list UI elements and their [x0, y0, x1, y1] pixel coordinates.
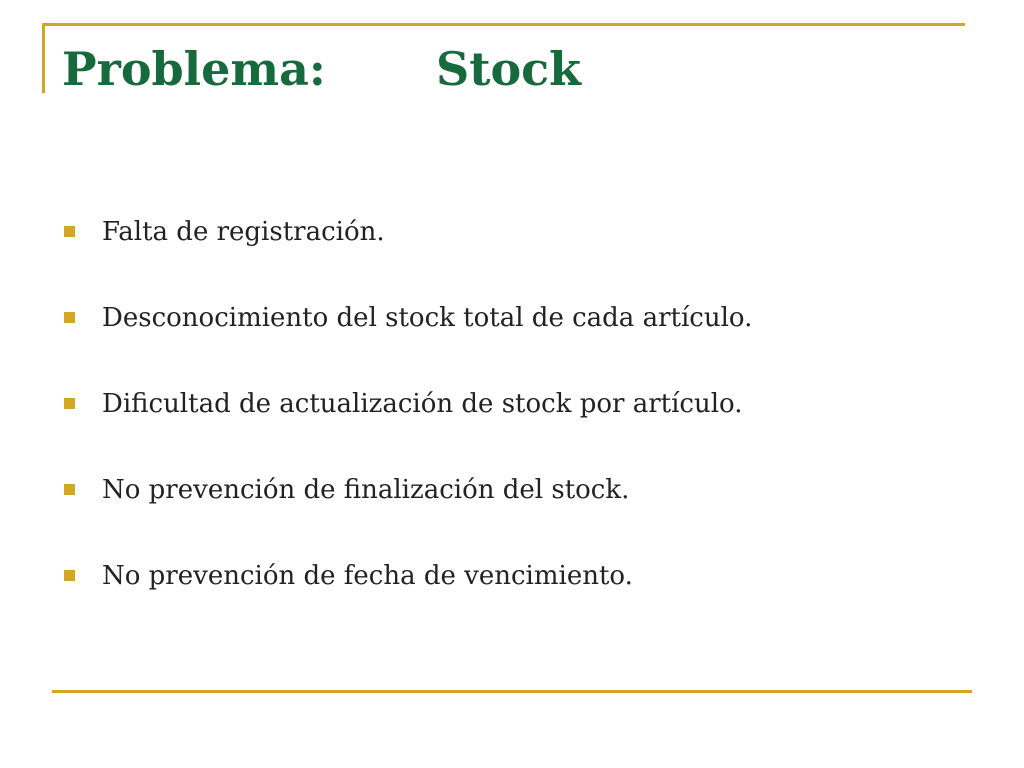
square-bullet-icon [64, 226, 75, 237]
square-bullet-icon [64, 484, 75, 495]
bullet-text: No prevención de finalización del stock. [102, 475, 630, 505]
slide-title-sub: Stock [436, 42, 582, 96]
bottom-rule [52, 690, 972, 693]
bullet-text: No prevención de fecha de vencimiento. [102, 561, 633, 591]
slide-title-main: Problema: [62, 42, 326, 96]
left-accent-bar [42, 23, 45, 93]
bullet-text: Dificultad de actualización de stock por artículo. [102, 389, 743, 419]
bullet-text: Falta de registración. [102, 217, 385, 247]
top-rule [42, 23, 965, 26]
bullet-text: Desconocimiento del stock total de cada artículo. [102, 303, 753, 333]
square-bullet-icon [64, 312, 75, 323]
slide-title [62, 36, 581, 102]
square-bullet-icon [64, 398, 75, 409]
square-bullet-icon [64, 570, 75, 581]
